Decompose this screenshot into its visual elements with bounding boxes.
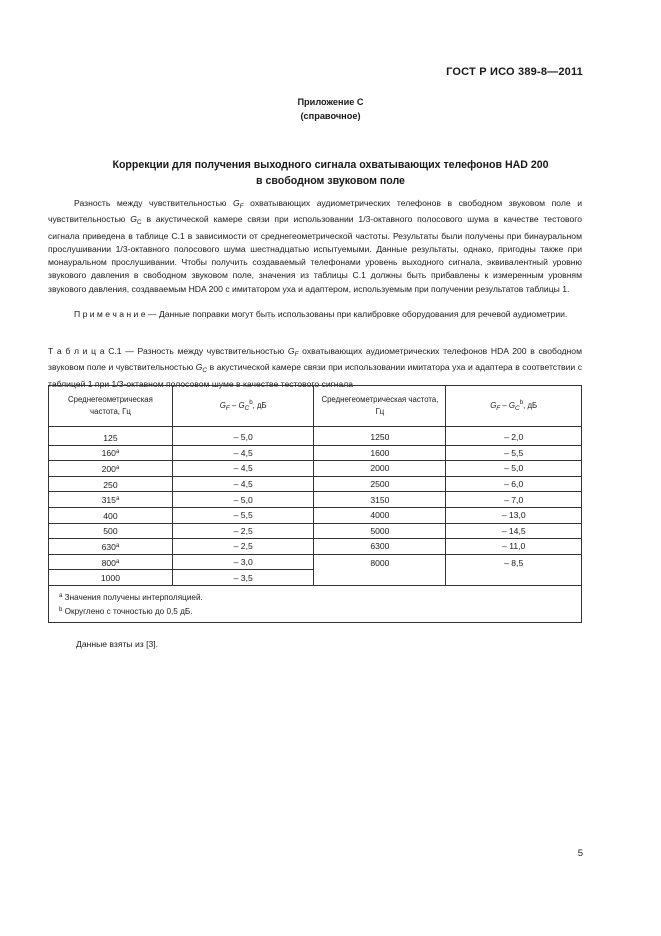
table-row: 400 – 5,5 4000 – 13,0 [49, 507, 582, 523]
table-row: 630$^a$ – 2,5 6300 – 11,0 [49, 539, 582, 555]
header-frequency-right: Среднегеометрическая частота, Гц [314, 386, 446, 427]
annex-label: Приложение С [297, 97, 364, 107]
data-source: Данные взяты из [3]. [76, 639, 159, 649]
standard-code: ГОСТ Р ИСО 389-8—2011 [446, 66, 583, 78]
table-row: 200$^a$ – 4,5 2000 – 5,0 [49, 461, 582, 477]
header-difference-left: $G_F - G_C^b$, дБ [172, 386, 314, 427]
table-caption: Т а б л и ц а С.1 — Разность между чувствительностью $G_F$ охватывающих аудиометрических телефонов HDA 200 в свободном звуковом поле и чувствительностью $G_C$ в акустической камере связи при использовании имитатора уха и адаптера в соответствии с таблицей 1 при 1/3-октавном полосовом шуме в качестве тестового сигнала [48, 346, 582, 389]
table-row: 1000 – 3,5 [49, 570, 582, 586]
annex-type: (справочное) [300, 111, 361, 121]
annex-heading [0, 95, 661, 123]
note-label: П р и м е ч а н и е [74, 309, 146, 319]
table-footnotes [49, 585, 582, 622]
table-row: 250 – 4,5 2500 – 6,0 [49, 476, 582, 492]
table-row: 160$^a$ – 4,5 1600 – 5,5 [49, 445, 582, 461]
footnote-b: $^b$ Округлено с точностью до 0,5 дБ. [59, 606, 193, 616]
table-row: 500 – 2,5 5000 – 14,5 [49, 523, 582, 539]
table-row: 315$^a$ – 5,0 3150 – 7,0 [49, 492, 582, 508]
header-frequency-left: Среднегеометрическая частота, Гц [49, 386, 173, 427]
annex-title [0, 157, 661, 189]
title-line-2: в свободном звуковом поле [256, 175, 405, 187]
title-line-1: Коррекции для получения выходного сигнала охватывающих телефонов HAD 200 [112, 159, 549, 171]
note-paragraph: П р и м е ч а н и е — Данные поправки могут быть использованы при калибровке оборудования для речевой аудиометрии. [74, 309, 568, 319]
footnote-a: $^a$ Значения получены интерполяцией. [59, 592, 203, 602]
table-row: 800$^a$ – 3,0 8000 – 8,5 [49, 554, 582, 570]
table-header-row [49, 386, 582, 427]
page-number: 5 [577, 848, 583, 859]
intro-paragraph: Разность между чувствительностью $G_F$ охватывающих аудиометрических телефонов в свободном звуковом поле и чувствительностью $G_C$ в акустической камере связи при использовании 1/3-октавного полосового шума в качестве тестового сигнала приведена в таблице С.1 в зависимости от среднегеометрической частоты. Результаты были получены при бинауральном прослушивании 1/3-октавного полосового шума шестнадцатью испытуемыми. Данные результаты, однако, пригодны также при монауральном прослушивании. Чтобы получить создаваемый телефонами уровень выходного сигнала, эквивалентный уровню звукового давления в свободном звуковом поле, значения из таблицы С.1 должны быть прибавлены к измеренным уровням звукового давления, создаваемым HDA 200 с имитатором уха и адаптером, используемым при получении результатов таблицы 1. [48, 198, 583, 294]
header-difference-right: $G_F - G_C^b$, дБ [446, 386, 582, 427]
table-row: 125 – 5,0 1250 – 2,0 [49, 427, 582, 446]
correction-table [48, 385, 582, 623]
